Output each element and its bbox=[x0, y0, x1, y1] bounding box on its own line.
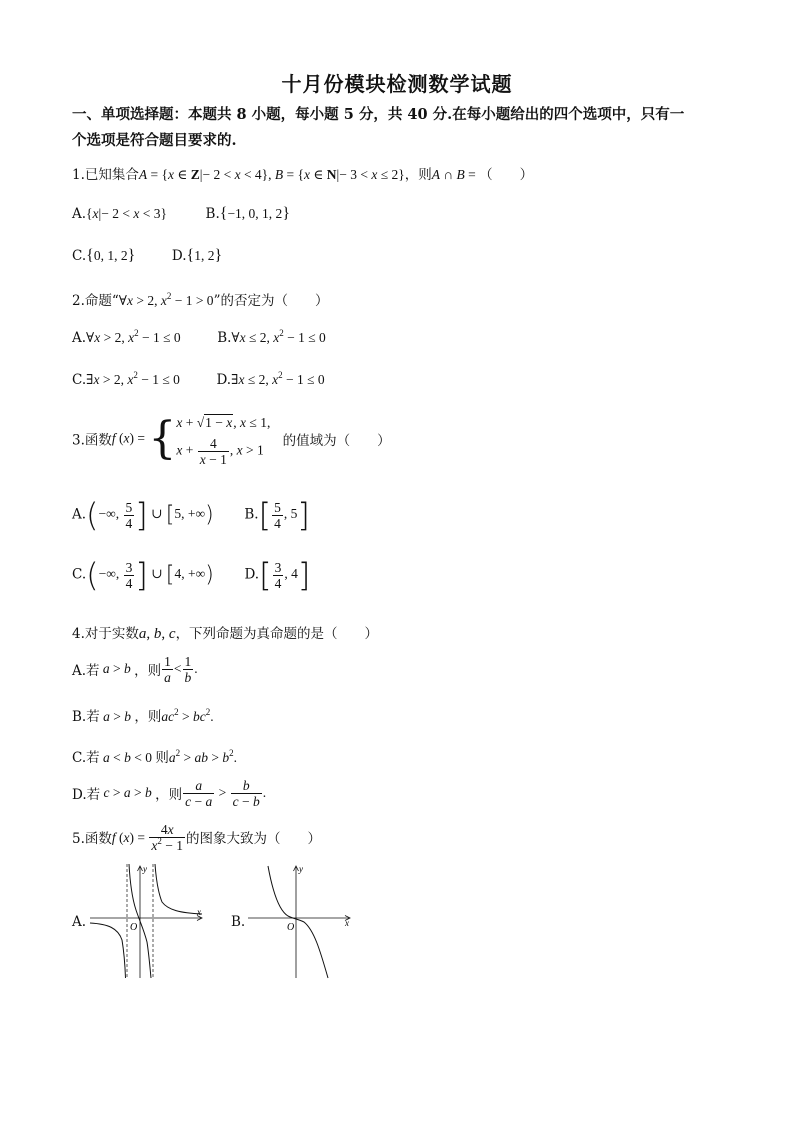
question-2-options-ab bbox=[72, 330, 326, 346]
question-5-suffix: 的图象大致为（ ） bbox=[186, 831, 322, 848]
option-b-label: B. bbox=[244, 506, 259, 523]
question-4-prefix: 4.对于实数 bbox=[72, 626, 139, 642]
question-1-set-a: A = {x ∈ Z|− 2 < x < 4}, B = {x ∈ N|− 3 < x ≤ 2} bbox=[138, 167, 405, 182]
question-4-option-b bbox=[72, 705, 214, 725]
question-1-stem bbox=[72, 163, 533, 183]
question-2-suffix: ”的否定为（ ） bbox=[213, 293, 329, 309]
option-a-label: A. bbox=[72, 206, 87, 222]
option-c-conclusion: $a^2$ > ab > $b^2$. bbox=[168, 748, 238, 765]
option-d-conclusion: $\frac{a}{c - a}$ > $\frac{b}{c - b}$ . bbox=[185, 778, 267, 809]
option-b-mid: ，则 bbox=[134, 709, 162, 725]
section-heading-line1: 一、单项选择题：本题共 8 小题，每小题 5 分，共 40 分.在每小题给出的四个选项中，只有一 bbox=[72, 106, 685, 123]
question-1-prefix: 1.已知集合 bbox=[72, 167, 139, 183]
question-5-stem bbox=[72, 822, 321, 853]
option-c-prefix: C.若 bbox=[72, 750, 100, 766]
graph-b-x-label: x bbox=[345, 918, 349, 928]
option-a-math: {x|− 2 < x < 3} bbox=[86, 206, 167, 221]
option-c-label: C. bbox=[72, 248, 87, 264]
option-a-label: A. bbox=[72, 330, 87, 346]
graph-b-axes bbox=[248, 866, 350, 978]
question-1-mid: ，则 bbox=[404, 167, 432, 183]
question-4-suffix: ，下列命题为真命题的是（ ） bbox=[175, 626, 379, 642]
option-b-label: B. bbox=[205, 206, 220, 222]
question-2-stem bbox=[72, 289, 328, 309]
option-a-label: A. bbox=[72, 506, 87, 523]
option-c-mid: 则 bbox=[155, 750, 169, 766]
question-1-intersection: A ∩ B = bbox=[431, 167, 480, 182]
option-a-mid: ，则 bbox=[134, 663, 162, 680]
question-4-variables: a, b, c bbox=[138, 626, 176, 642]
option-c-math: ∃x > 2, $x^2 - 1 \le 0$ bbox=[86, 370, 180, 387]
question-2-options-cd bbox=[72, 372, 325, 388]
graph-a-curve bbox=[90, 864, 202, 978]
question-1-options-ab bbox=[72, 205, 290, 223]
question-3-options-cd bbox=[72, 556, 310, 594]
option-a-prefix: A.若 bbox=[72, 663, 100, 680]
piecewise-cases bbox=[176, 410, 270, 467]
graph-b-y-label: y bbox=[299, 864, 303, 874]
question-5-prefix: 5.函数 bbox=[72, 831, 112, 848]
option-d-math: {1, 2} bbox=[186, 247, 223, 264]
question-4-option-c bbox=[72, 746, 237, 766]
question-3-options-ab bbox=[72, 496, 310, 534]
graph-a-x-label: x bbox=[197, 907, 201, 917]
graph-a-label: A. bbox=[72, 914, 87, 930]
graph-a bbox=[84, 860, 210, 982]
graph-a-origin-label: O bbox=[130, 922, 138, 933]
option-c-label: C. bbox=[72, 566, 87, 583]
graph-a-axes bbox=[90, 866, 202, 978]
option-d-label: D. bbox=[171, 248, 187, 264]
graph-b-curve bbox=[268, 866, 328, 978]
option-b-math: [ $\frac{5}{4}$ , 5] bbox=[258, 496, 310, 534]
option-a-conclusion: $\frac{1}{a}$ < $\frac{1}{b}$ . bbox=[164, 654, 198, 685]
question-2-prefix: 2.命题“ bbox=[72, 293, 119, 309]
question-5-function: f (x) = $\frac{4x}{x^2 - 1}$ bbox=[111, 822, 184, 853]
question-1-tail: （ ） bbox=[479, 167, 534, 183]
graph-b-label: B. bbox=[231, 914, 246, 930]
option-c-cond: a < b < 0 bbox=[103, 750, 156, 765]
option-d-label: D. bbox=[216, 372, 232, 388]
option-b-math: ∀x ≤ 2, $x^2 - 1 \le 0$ bbox=[231, 328, 326, 345]
question-4-stem bbox=[72, 622, 378, 643]
question-4-option-a bbox=[72, 654, 198, 685]
question-1-options-cd bbox=[72, 247, 222, 265]
piecewise-brace: { bbox=[148, 413, 177, 464]
option-d-mid: ，则 bbox=[155, 787, 183, 804]
question-3-suffix: 的值域为（ ） bbox=[282, 432, 391, 449]
option-c-math: {0, 1, 2} bbox=[86, 247, 136, 264]
option-b-conclusion: $ac^2 > bc^2$. bbox=[161, 707, 214, 724]
graph-b-origin-label: O bbox=[287, 922, 295, 933]
question-3-function: f (x) = bbox=[111, 430, 149, 446]
question-2-proposition: ∀x > 2, $x^2 - 1 > 0$ bbox=[118, 291, 214, 308]
question-4-option-d bbox=[72, 778, 266, 809]
question-3-stem bbox=[72, 410, 391, 467]
question-3-prefix: 3.函数 bbox=[72, 432, 112, 449]
graph-a-y-label: y bbox=[143, 864, 147, 874]
section-heading bbox=[72, 102, 732, 154]
graph-b-branch bbox=[268, 866, 328, 978]
option-a-math: (−∞, $\frac{5}{4}$ ] ∪ [5, +∞) bbox=[86, 496, 214, 534]
option-a-math: ∀x > 2, $x^2 - 1 \le 0$ bbox=[86, 328, 181, 345]
section-heading-line2: 个选项是符合题目要求的. bbox=[72, 132, 237, 149]
option-c-math: (−∞, $\frac{3}{4}$ ] ∪ [4, +∞) bbox=[86, 556, 214, 594]
option-d-label: D. bbox=[244, 566, 260, 583]
option-b-prefix: B.若 bbox=[72, 709, 100, 725]
option-d-cond: c > a > b bbox=[103, 785, 152, 801]
option-b-cond: a > b bbox=[103, 709, 131, 724]
option-c-label: C. bbox=[72, 372, 87, 388]
case-2: x + $\frac{4}{x - 1}$ , x > 1 bbox=[176, 436, 264, 467]
option-a-cond: a > b bbox=[102, 661, 131, 677]
graph-a-branch-right bbox=[155, 864, 202, 914]
option-b-label: B. bbox=[217, 330, 232, 346]
option-d-math: ∃x ≤ 2, $x^2 - 1 \le 0$ bbox=[231, 370, 325, 387]
option-d-math: [ $\frac{3}{4}$ , 4] bbox=[259, 556, 311, 594]
graph-a-branch-left bbox=[90, 923, 126, 978]
page-title: 十月份模块检测数学试题 bbox=[281, 72, 513, 96]
case-1: x + √1 − x, x ≤ 1, bbox=[176, 415, 271, 430]
option-d-prefix: D.若 bbox=[72, 787, 101, 804]
option-b-math: {−1, 0, 1, 2} bbox=[219, 205, 290, 222]
graph-b bbox=[244, 860, 356, 982]
